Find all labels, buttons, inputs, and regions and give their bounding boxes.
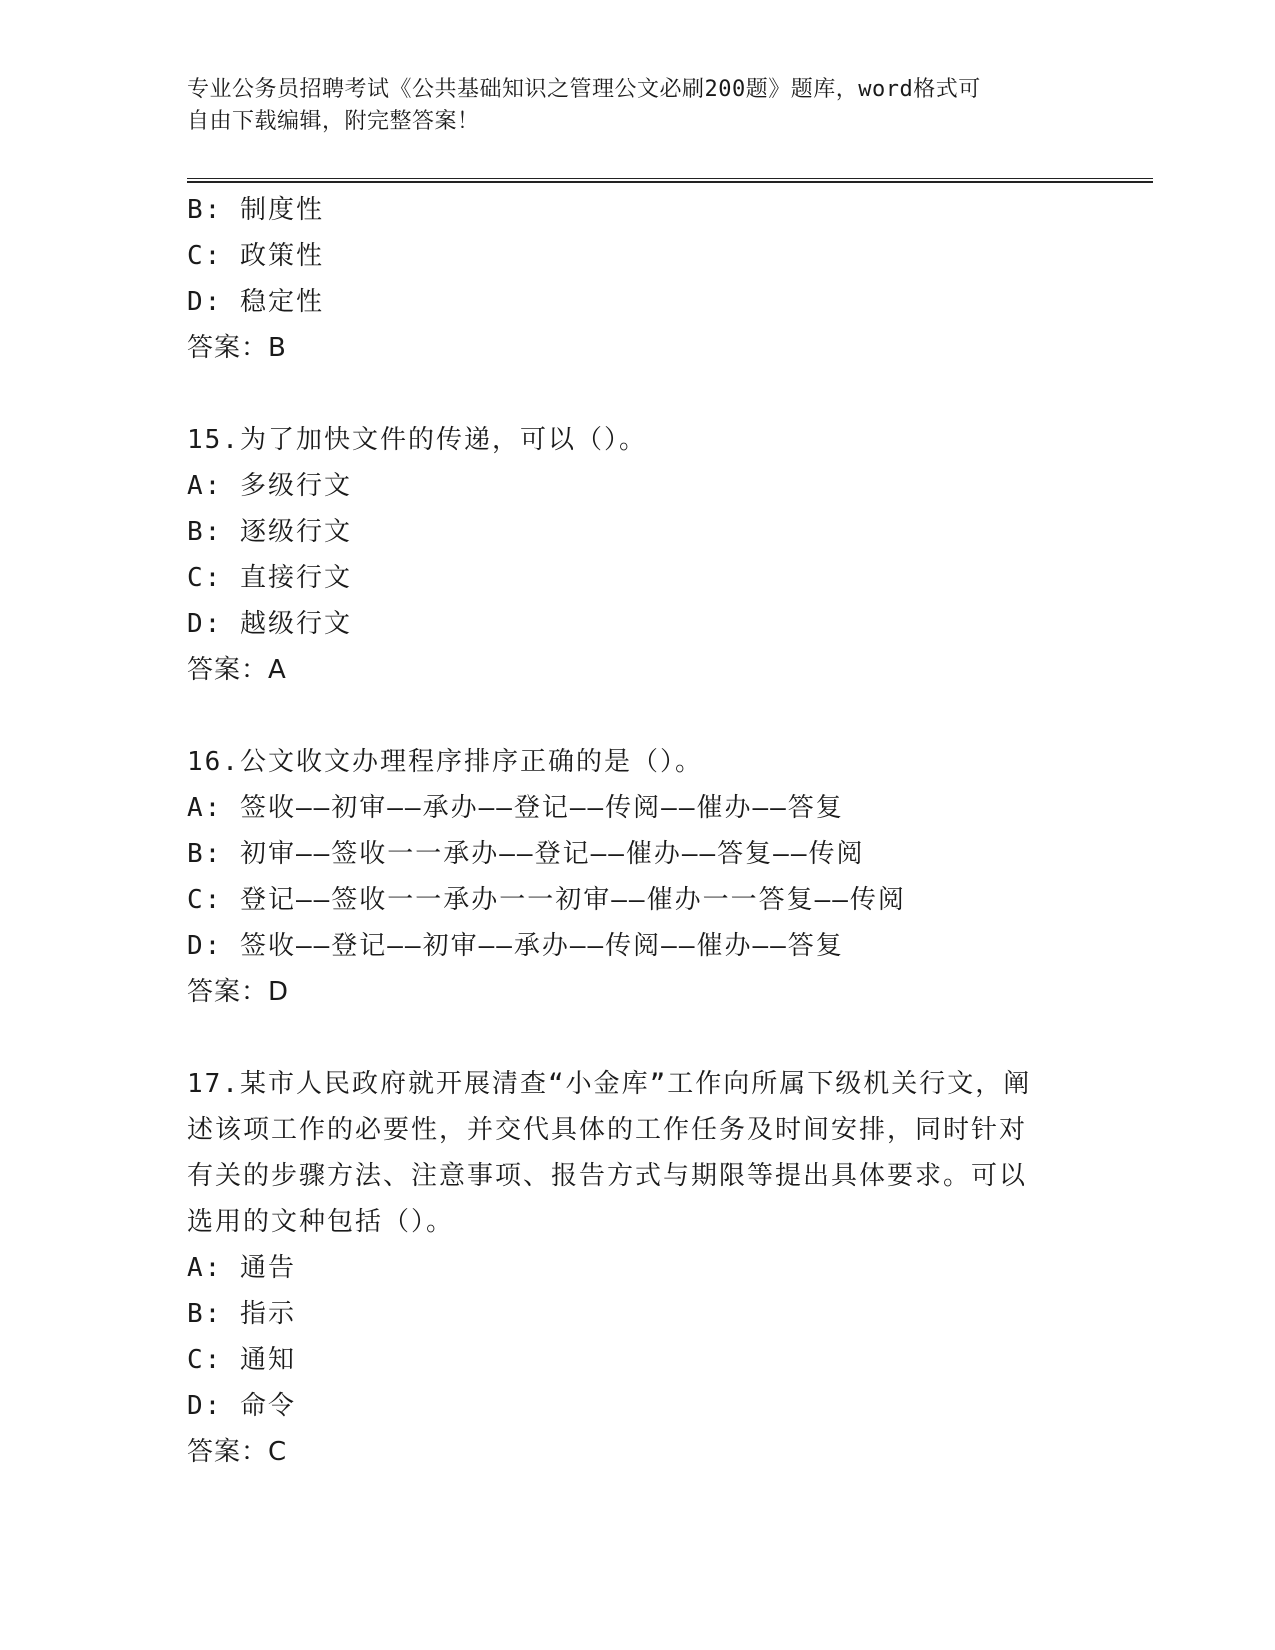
option-a: A: 签收——初审——承办——登记——传阅——催办——答复 xyxy=(187,793,844,823)
question-line: 有关的步骤方法、注意事项、报告方式与期限等提出具体要求。可以 xyxy=(187,1161,1028,1191)
option-b: B: 逐级行文 xyxy=(187,517,352,547)
header-line-2: 自由下载编辑，附完整答案！ xyxy=(187,109,480,134)
option-b: B: 制度性 xyxy=(187,195,324,225)
header-divider xyxy=(187,178,1153,183)
spacer xyxy=(187,693,1087,739)
spacer xyxy=(187,371,1087,417)
option-c: C: 登记——签收一一承办一一初审——催办一一答复——传阅 xyxy=(187,885,906,915)
question-line: 17.某市人民政府就开展清查“小金库”工作向所属下级机关行文，阐 xyxy=(187,1069,1032,1099)
question-text: 15.为了加快文件的传递，可以（）。 xyxy=(187,425,647,455)
question-14-continued xyxy=(187,187,1087,371)
spacer xyxy=(187,1015,1087,1061)
option-c: C: 通知 xyxy=(187,1345,296,1375)
option-b: B: 指示 xyxy=(187,1299,296,1329)
document-header xyxy=(187,74,1067,138)
answer: 答案：D xyxy=(187,977,290,1007)
option-c: C: 直接行文 xyxy=(187,563,352,593)
question-text: 16.公文收文办理程序排序正确的是（）。 xyxy=(187,747,703,777)
header-line-1: 专业公务员招聘考试《公共基础知识之管理公文必刷200题》题库，word格式可 xyxy=(187,77,981,102)
question-line: 选用的文种包括（）。 xyxy=(187,1207,455,1237)
answer: 答案：C xyxy=(187,1437,288,1467)
answer: 答案：B xyxy=(187,333,287,363)
answer: 答案：A xyxy=(187,655,287,685)
option-c: C: 政策性 xyxy=(187,241,324,271)
question-15 xyxy=(187,417,1087,693)
question-16 xyxy=(187,739,1087,1015)
option-d: D: 命令 xyxy=(187,1391,296,1421)
option-d: D: 越级行文 xyxy=(187,609,352,639)
question-17 xyxy=(187,1061,1087,1475)
option-a: A: 多级行文 xyxy=(187,471,352,501)
option-b: B: 初审——签收一一承办——登记——催办——答复——传阅 xyxy=(187,839,865,869)
document-body xyxy=(187,187,1087,1475)
option-d: D: 签收——登记——初审——承办——传阅——催办——答复 xyxy=(187,931,844,961)
option-a: A: 通告 xyxy=(187,1253,296,1283)
option-d: D: 稳定性 xyxy=(187,287,324,317)
question-line: 述该项工作的必要性，并交代具体的工作任务及时间安排，同时针对 xyxy=(187,1115,1028,1145)
question-text xyxy=(187,1061,1087,1245)
